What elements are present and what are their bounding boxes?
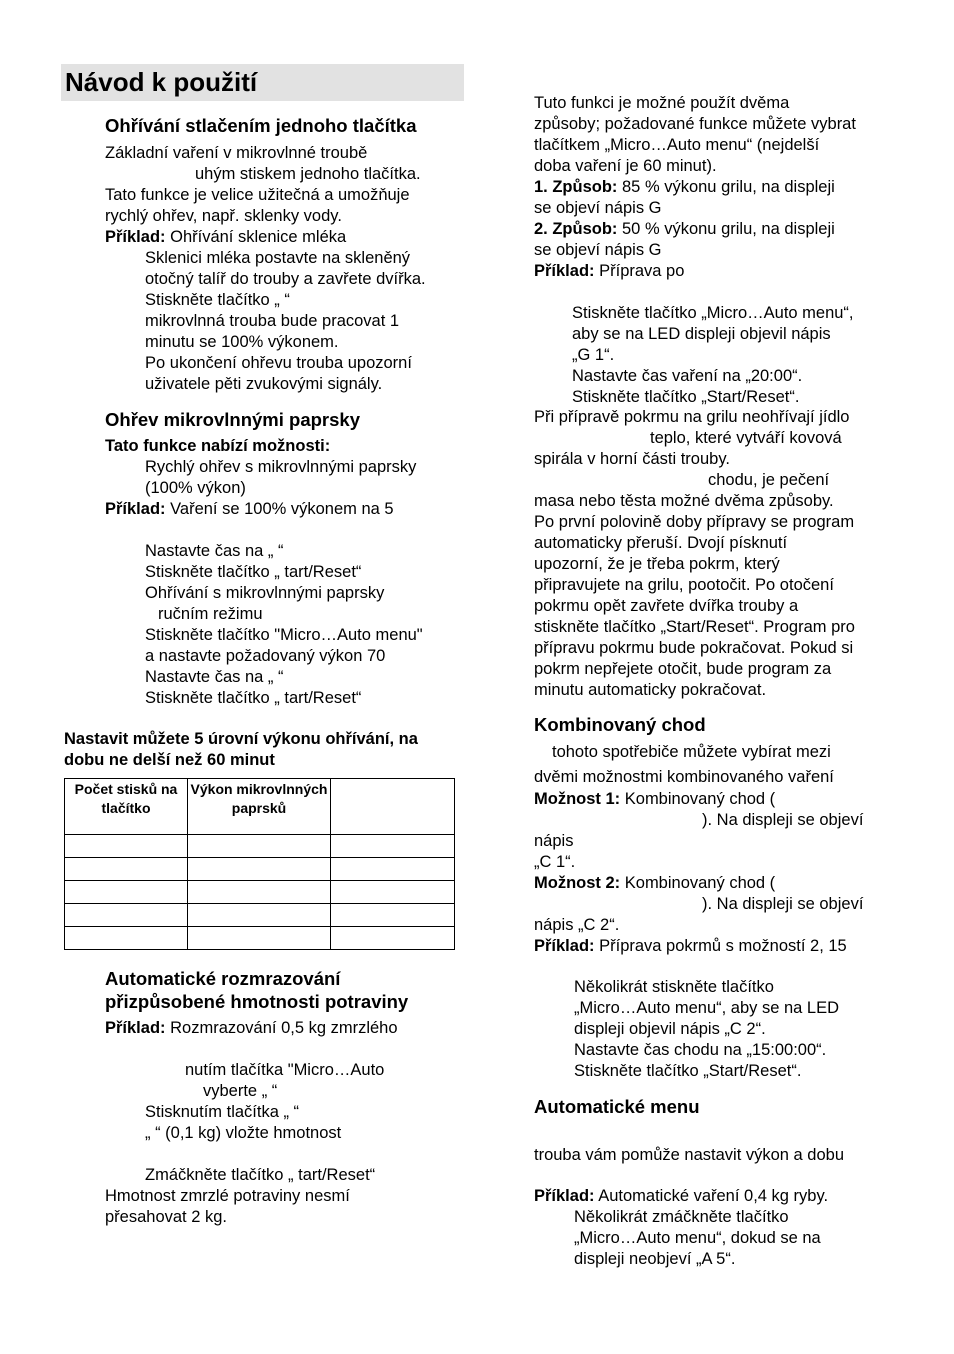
table-cell <box>65 927 188 950</box>
step-line: Nastavte čas chodu na „15:00:00“. <box>574 1041 827 1059</box>
table-row <box>65 881 455 904</box>
step-line: „G 1“. <box>572 346 615 364</box>
heading-combo: Kombinovaný chod <box>534 714 706 735</box>
step-line: vyberte „ “ <box>203 1082 278 1100</box>
table-cell <box>188 881 331 904</box>
example-line <box>534 261 684 282</box>
text-line: masa nebo těsta možné dvěma způsoby. <box>534 492 834 510</box>
text-line: uhým stiskem jednoho tlačítka. <box>195 165 421 183</box>
example-label: Příklad: <box>105 1019 166 1037</box>
heading-microwave: Ohřev mikrovlnnými paprsky <box>105 409 360 430</box>
example-line <box>534 1186 828 1207</box>
step-line: „Micro…Auto menu“, aby se na LED <box>574 999 840 1017</box>
text-line: Základní vaření v mikrovlnné troubě <box>105 144 368 162</box>
table-cell <box>65 904 188 927</box>
text-line: doba vaření je 60 minut). <box>534 157 717 175</box>
heading-one-touch: Ohřívání stlačením jednoho tlačítka <box>105 115 417 136</box>
step-line: Zmáčkněte tlačítko „ tart/Reset“ <box>145 1166 376 1184</box>
table-header-row <box>65 779 455 835</box>
text-line: Rychlý ohřev s mikrovlnnými paprsky <box>145 458 417 476</box>
step-line: Stiskněte tlačítko „Micro…Auto menu“, <box>572 304 854 322</box>
step-line: Stiskněte tlačítko „ tart/Reset“ <box>145 689 362 707</box>
table-cell <box>331 927 455 950</box>
text-line: automaticky přeruší. Dvojí písknutí <box>534 534 788 552</box>
text-line: tlačítkem „Micro…Auto menu“ (nejdelší <box>534 136 820 154</box>
table-cell <box>331 858 455 881</box>
table-cell <box>188 904 331 927</box>
step-line: Několikrát stiskněte tlačítko <box>574 978 774 996</box>
table-row <box>65 904 455 927</box>
text-line: přesahovat 2 kg. <box>105 1208 227 1226</box>
step-line: Stiskněte tlačítko "Micro…Auto menu" <box>145 626 423 644</box>
step-line: Sklenici mléka postavte na skleněný <box>145 249 411 267</box>
example-line <box>105 499 394 520</box>
step-line: minutu se 100% výkonem. <box>145 333 339 351</box>
col-header-empty <box>331 779 455 835</box>
example-text: Ohřívání sklenice mléka <box>165 228 347 246</box>
text-line: trouba vám pomůže nastavit výkon a dobu <box>534 1146 845 1164</box>
text-line: rychlý ohřev, např. sklenky vody. <box>105 207 342 225</box>
option-line <box>534 789 775 810</box>
table-cell <box>65 835 188 858</box>
step-line: Několikrát zmáčkněte tlačítko <box>574 1208 789 1226</box>
way2-text: 50 % výkonu grilu, na displeji <box>617 220 835 238</box>
option2-text: Kombinovaný chod ( <box>620 874 776 892</box>
step-line: Nastavte čas vaření na „20:00“. <box>572 367 803 385</box>
step-line: displeji objevil nápis „C 2“. <box>574 1020 766 1038</box>
subheading: Tato funkce nabízí možnosti: <box>105 437 331 455</box>
text-line: pokrmu opět zavřete dvířka trouby a <box>534 597 799 615</box>
step-line: mikrovlnná trouba bude pracovat 1 <box>145 312 400 330</box>
way-line <box>534 177 835 198</box>
step-line: nutím tlačítka "Micro…Auto <box>185 1061 385 1079</box>
option1-label: Možnost 1: <box>534 790 621 808</box>
step-line: Stiskněte tlačítko „Start/Reset“. <box>574 1062 802 1080</box>
example-text: Příprava po <box>594 262 685 280</box>
example-label: Příklad: <box>534 1187 595 1205</box>
step-line: Stiskněte tlačítko „ “ <box>145 291 290 309</box>
text-line: Po první polovině doby přípravy se program <box>534 513 855 531</box>
table-cell <box>331 881 455 904</box>
table-cell <box>188 835 331 858</box>
text-line: připravujete na grilu, pootočit. Po otočení <box>534 576 834 594</box>
example-label: Příklad: <box>105 228 166 246</box>
step-line: Stisknutím tlačítka „ “ <box>145 1103 300 1121</box>
example-line <box>105 1018 398 1039</box>
text-line: dvěmi možnostmi kombinovaného vaření <box>534 768 834 786</box>
step-line: Nastavte čas na „ “ <box>145 668 284 686</box>
text-line: pokrm nepřejete otočit, bude program za <box>534 660 832 678</box>
step-line: „Micro…Auto menu“, dokud se na <box>574 1229 821 1247</box>
step-line: Stiskněte tlačítko „ tart/Reset“ <box>145 563 362 581</box>
option1-text: Kombinovaný chod ( <box>620 790 776 808</box>
option-line <box>534 873 775 894</box>
table-cell <box>188 858 331 881</box>
text-line: minutu automaticky pokračovat. <box>534 681 767 699</box>
table-cell <box>188 927 331 950</box>
step-line: Ohřívání s mikrovlnnými paprsky <box>145 584 385 602</box>
example-text: Automatické vaření 0,4 kg ryby. <box>594 1187 829 1205</box>
option2-label: Možnost 2: <box>534 874 621 892</box>
example-text: Příprava pokrmů s možností 2, 15 <box>594 937 847 955</box>
text-line: způsoby; požadované funkce můžete vybrat <box>534 115 856 133</box>
table-row <box>65 927 455 950</box>
text-line: spirála v horní části trouby. <box>534 450 730 468</box>
text-line: chodu, je pečení <box>708 471 830 489</box>
text-line: Hmotnost zmrzlé potraviny nesmí <box>105 1187 350 1205</box>
power-table <box>64 778 455 950</box>
example-text: Vaření se 100% výkonem na 5 <box>165 500 394 518</box>
text-line: Při přípravě pokrmu na grilu neohřívají jídlo <box>534 408 850 426</box>
table-cell <box>65 881 188 904</box>
text-line: ). Na displeji se objeví <box>702 895 864 913</box>
table-cell <box>331 835 455 858</box>
step-line: otočný talíř do trouby a zavřete dvířka. <box>145 270 426 288</box>
text-line: „C 1“. <box>534 853 576 871</box>
heading-defrost: Automatické rozmrazování <box>105 968 341 989</box>
way1-text: 85 % výkonu grilu, na displeji <box>617 178 835 196</box>
table-cell <box>331 904 455 927</box>
text-line: přípravu pokrmu bude pokračovat. Pokud si <box>534 639 854 657</box>
step-line: ručním režimu <box>158 605 263 623</box>
text-line: nápis „C 2“. <box>534 916 620 934</box>
way2-label: 2. Způsob: <box>534 220 618 238</box>
levels-note: Nastavit můžete 5 úrovní výkonu ohřívání, na <box>64 730 418 748</box>
step-line: displeji neobjeví „A 5“. <box>574 1250 736 1268</box>
way-line <box>534 219 835 240</box>
step-line: Po ukončení ohřevu trouba upozorní <box>145 354 412 372</box>
example-text: Rozmrazování 0,5 kg zmrzlého <box>165 1019 398 1037</box>
col-header-presses: Počet stisků na tlačítko <box>65 779 188 835</box>
table-row <box>65 858 455 881</box>
text-line: Tato funkce je velice užitečná a umožňuje <box>105 186 410 204</box>
text-line: stiskněte tlačítko „Start/Reset“. Program pro <box>534 618 855 636</box>
example-label: Příklad: <box>534 262 595 280</box>
example-line <box>105 227 346 248</box>
way1-label: 1. Způsob: <box>534 178 618 196</box>
step-line: Nastavte čas na „ “ <box>145 542 284 560</box>
table-row <box>65 835 455 858</box>
step-line: uživatele pěti zvukovými signály. <box>145 375 383 393</box>
step-line: aby se na LED displeji objevil nápis <box>572 325 831 343</box>
step-line: Stiskněte tlačítko „Start/Reset“. <box>572 388 800 406</box>
text-line: tohoto spotřebiče můžete vybírat mezi <box>552 743 831 761</box>
text-line: se objeví nápis G <box>534 241 662 259</box>
step-line: a nastavte požadovaný výkon 70 <box>145 647 386 665</box>
text-line: upozorní, že je třeba pokrm, který <box>534 555 780 573</box>
page-title: Návod k použití <box>65 67 258 97</box>
example-label: Příklad: <box>105 500 166 518</box>
heading-defrost: přizpůsobené hmotnosti potraviny <box>105 991 409 1012</box>
text-line: nápis <box>534 832 574 850</box>
example-line <box>534 936 847 957</box>
text-line: ). Na displeji se objeví <box>702 811 864 829</box>
col-header-power: Výkon mikrovlnných paprsků <box>188 779 331 835</box>
heading-auto-menu: Automatické menu <box>534 1096 700 1117</box>
levels-note: dobu ne delší než 60 minut <box>64 751 275 769</box>
example-label: Příklad: <box>534 937 595 955</box>
text-line: (100% výkon) <box>145 479 246 497</box>
text-line: Tuto funkci je možné použít dvěma <box>534 94 790 112</box>
text-line: se objeví nápis G <box>534 199 662 217</box>
table-cell <box>65 858 188 881</box>
text-line: teplo, které vytváří kovová <box>650 429 842 447</box>
step-line: „ “ (0,1 kg) vložte hmotnost <box>145 1124 342 1142</box>
